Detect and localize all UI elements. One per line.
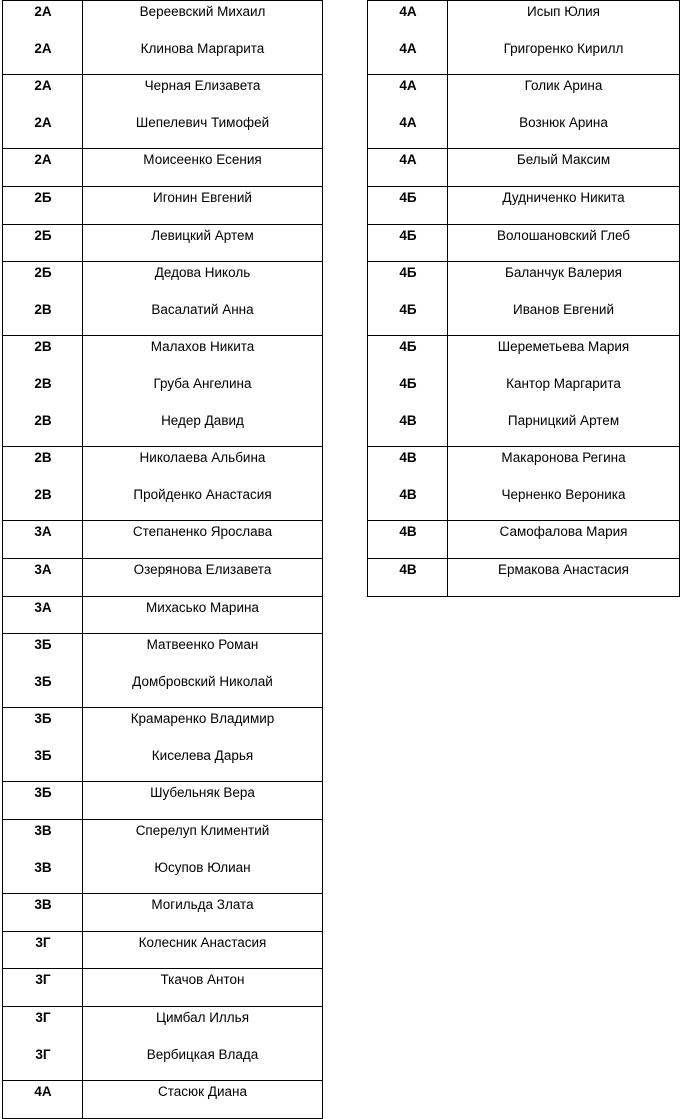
table-group	[367, 225, 680, 263]
column-divider	[82, 932, 83, 969]
table-row	[3, 75, 322, 112]
table-row	[368, 149, 679, 186]
student-name-cell: Озерянова Елизавета	[133, 561, 272, 577]
table-row	[3, 969, 322, 1006]
class-cell: 2В	[34, 375, 52, 391]
table-row	[3, 820, 322, 857]
table-row	[3, 597, 322, 634]
table-group	[2, 521, 323, 559]
table-row	[3, 671, 322, 708]
column-divider	[82, 708, 83, 781]
class-cell: 2А	[34, 40, 52, 56]
class-cell: 3А	[34, 599, 52, 615]
student-name-cell: Малахов Никита	[150, 339, 255, 355]
student-name-cell: Клинова Маргарита	[140, 40, 265, 56]
table-row	[3, 112, 322, 149]
column-divider	[447, 75, 448, 148]
student-name-cell: Моисеенко Есения	[143, 152, 262, 168]
student-name-cell: Юсупов Юлиан	[154, 859, 251, 875]
table-group	[2, 0, 323, 75]
column-divider	[82, 447, 83, 520]
student-name-cell: Домбровский Николай	[132, 673, 273, 689]
table-row	[368, 299, 679, 336]
class-cell: 2В	[34, 486, 52, 502]
student-table-right	[367, 0, 680, 597]
student-name-cell: Белый Максим	[516, 152, 611, 168]
column-divider	[447, 225, 448, 262]
class-cell: 4В	[399, 450, 417, 466]
table-row	[3, 225, 322, 262]
table-row	[3, 373, 322, 410]
column-divider	[82, 1007, 83, 1080]
column-divider	[447, 1, 448, 74]
table-row	[3, 447, 322, 484]
class-cell: 3Б	[34, 711, 52, 727]
class-cell: 4Б	[399, 301, 417, 317]
column-divider	[82, 782, 83, 819]
student-name-cell: Дедова Николь	[154, 265, 251, 281]
column-divider	[447, 262, 448, 335]
column-divider	[82, 75, 83, 148]
class-cell: 2Б	[34, 189, 52, 205]
table-group	[2, 225, 323, 263]
student-name-cell: Михасько Марина	[146, 599, 259, 615]
column-divider	[82, 225, 83, 262]
class-cell: 4В	[399, 561, 417, 577]
student-name-cell: Шереметьева Мария	[497, 339, 630, 355]
column-divider	[82, 634, 83, 707]
table-group	[367, 149, 680, 187]
table-group	[2, 149, 323, 187]
column-divider	[82, 187, 83, 224]
class-cell: 4А	[399, 152, 417, 168]
class-cell: 3Б	[34, 637, 52, 653]
table-group	[2, 447, 323, 521]
class-cell: 3Б	[34, 673, 52, 689]
table-group	[2, 932, 323, 970]
class-cell: 3Г	[35, 934, 51, 950]
table-row	[368, 38, 679, 75]
student-name-cell: Голик Арина	[524, 78, 603, 94]
table-row	[368, 559, 679, 596]
student-name-cell: Исып Юлия	[527, 4, 600, 19]
student-table-left	[2, 0, 323, 1119]
table-row	[3, 708, 322, 745]
student-name-cell: Парницкий Артем	[507, 412, 620, 428]
column-divider	[82, 969, 83, 1006]
table-row	[368, 521, 679, 558]
table-group	[2, 969, 323, 1007]
table-group	[2, 559, 323, 597]
class-cell: 3Б	[34, 785, 52, 801]
table-group	[367, 521, 680, 559]
column-divider	[447, 559, 448, 596]
student-name-cell: Цимбал Иллья	[155, 1010, 250, 1026]
class-cell: 3А	[34, 524, 52, 540]
student-name-cell: Игонин Евгений	[153, 189, 252, 205]
student-name-cell: Черненко Вероника	[501, 486, 626, 502]
table-row	[3, 484, 322, 521]
student-name-cell: Вереевский Михаил	[139, 4, 266, 19]
table-group	[2, 894, 323, 932]
class-cell: 2Б	[34, 227, 52, 243]
student-name-cell: Колесник Анастасия	[138, 934, 267, 950]
table-row	[368, 112, 679, 149]
table-row	[3, 299, 322, 336]
class-cell: 3Г	[35, 972, 51, 988]
class-cell: 3А	[34, 561, 52, 577]
student-name-cell: Стасюк Диана	[158, 1084, 247, 1100]
column-divider	[82, 894, 83, 931]
column-divider	[447, 149, 448, 186]
table-group	[2, 1007, 323, 1081]
class-cell: 4А	[34, 1084, 52, 1100]
table-row	[3, 1, 322, 38]
column-divider	[82, 1, 83, 74]
student-name-cell: Николаева Альбина	[139, 450, 266, 466]
student-name-cell: Вознюк Арина	[519, 114, 608, 130]
table-row	[3, 857, 322, 894]
table-group	[367, 0, 680, 75]
table-group	[367, 75, 680, 149]
class-cell: 2А	[34, 78, 52, 94]
table-row	[368, 373, 679, 410]
table-group	[367, 336, 680, 447]
student-name-cell: Иванов Евгений	[513, 301, 614, 317]
table-group	[2, 75, 323, 149]
student-name-cell: Макаронова Регина	[501, 450, 626, 466]
table-group	[367, 262, 680, 336]
table-row	[368, 225, 679, 262]
column-divider	[82, 820, 83, 893]
table-row	[3, 521, 322, 558]
class-cell: 4Б	[399, 339, 417, 355]
table-group	[2, 262, 323, 336]
class-cell: 2А	[34, 114, 52, 130]
class-cell: 3Г	[35, 1010, 51, 1026]
student-name-cell: Шубельняк Вера	[150, 785, 255, 801]
class-cell: 2Б	[34, 265, 52, 281]
class-cell: 3В	[34, 823, 52, 839]
table-row	[3, 1007, 322, 1044]
table-row	[3, 745, 322, 782]
student-name-cell: Киселева Дарья	[151, 747, 254, 763]
table-row	[3, 38, 322, 75]
class-cell: 4Б	[399, 189, 417, 205]
student-name-cell: Могильда Злата	[151, 897, 254, 913]
table-group	[2, 708, 323, 782]
table-row	[368, 187, 679, 224]
student-name-cell: Левицкий Артем	[151, 227, 254, 243]
column-divider	[82, 521, 83, 558]
class-cell: 3Г	[35, 1046, 51, 1062]
class-cell: 3Б	[34, 747, 52, 763]
student-name-cell: Вербицкая Влада	[146, 1046, 259, 1062]
student-name-cell: Груба Ангелина	[153, 375, 252, 391]
table-group	[2, 597, 323, 635]
student-name-cell: Пройденко Анастасия	[133, 486, 272, 502]
column-divider	[82, 1081, 83, 1118]
table-row	[3, 1081, 322, 1118]
student-name-cell: Васалатий Анна	[151, 301, 254, 317]
table-row	[368, 410, 679, 447]
student-name-cell: Ермакова Анастасия	[497, 561, 629, 577]
class-cell: 4А	[399, 114, 417, 130]
class-cell: 4А	[399, 4, 417, 19]
student-name-cell: Волошановский Глеб	[496, 227, 631, 243]
student-name-cell: Сперелуп Климентий	[135, 823, 270, 839]
class-cell: 2В	[34, 450, 52, 466]
student-name-cell: Дудниченко Никита	[502, 189, 625, 205]
table-row	[368, 484, 679, 521]
table-group	[367, 559, 680, 597]
student-name-cell: Шепелевич Тимофей	[135, 114, 270, 130]
class-cell: 2А	[34, 4, 52, 19]
class-cell: 2В	[34, 301, 52, 317]
class-cell: 2А	[34, 152, 52, 168]
column-divider	[82, 336, 83, 446]
student-name-cell: Григоренко Кирилл	[503, 40, 624, 56]
table-group	[2, 634, 323, 708]
class-cell: 4Б	[399, 375, 417, 391]
table-row	[3, 559, 322, 596]
table-group	[2, 782, 323, 820]
table-row	[368, 262, 679, 299]
table-row	[368, 336, 679, 373]
table-row	[3, 336, 322, 373]
table-row	[3, 1044, 322, 1081]
table-group	[2, 336, 323, 447]
student-name-cell: Ткачов Антон	[160, 972, 245, 988]
table-row	[3, 894, 322, 931]
table-row	[3, 262, 322, 299]
class-cell: 4В	[399, 486, 417, 502]
column-divider	[447, 336, 448, 446]
class-cell: 4Б	[399, 227, 417, 243]
class-cell: 3В	[34, 859, 52, 875]
table-group	[367, 447, 680, 521]
column-divider	[447, 447, 448, 520]
student-name-cell: Крамаренко Владимир	[130, 711, 275, 727]
table-group	[367, 187, 680, 225]
table-row	[3, 149, 322, 186]
table-row	[3, 634, 322, 671]
column-divider	[82, 597, 83, 634]
column-divider	[82, 559, 83, 596]
table-row	[3, 782, 322, 819]
class-cell: 2В	[34, 412, 52, 428]
student-name-cell: Баланчук Валерия	[505, 265, 622, 281]
column-divider	[447, 521, 448, 558]
table-row	[3, 932, 322, 969]
class-cell: 4А	[399, 78, 417, 94]
student-name-cell: Недер Давид	[161, 412, 244, 428]
column-divider	[447, 187, 448, 224]
table-row	[368, 1, 679, 38]
column-divider	[82, 262, 83, 335]
student-name-cell: Степаненко Ярослава	[132, 524, 273, 540]
table-row	[368, 447, 679, 484]
table-group	[2, 187, 323, 225]
table-row	[3, 187, 322, 224]
class-cell: 4В	[399, 524, 417, 540]
class-cell: 4А	[399, 40, 417, 56]
table-group	[2, 1081, 323, 1119]
student-name-cell: Черная Елизавета	[144, 78, 261, 94]
class-cell: 3В	[34, 897, 52, 913]
table-group	[2, 820, 323, 894]
class-cell: 4В	[399, 412, 417, 428]
student-name-cell: Кантор Маргарита	[506, 375, 621, 391]
column-divider	[82, 149, 83, 186]
class-cell: 4Б	[399, 265, 417, 281]
student-name-cell: Самофалова Мария	[499, 524, 628, 540]
table-row	[3, 410, 322, 447]
student-name-cell: Матвеенко Роман	[146, 637, 259, 653]
table-row	[368, 75, 679, 112]
class-cell: 2В	[34, 339, 52, 355]
